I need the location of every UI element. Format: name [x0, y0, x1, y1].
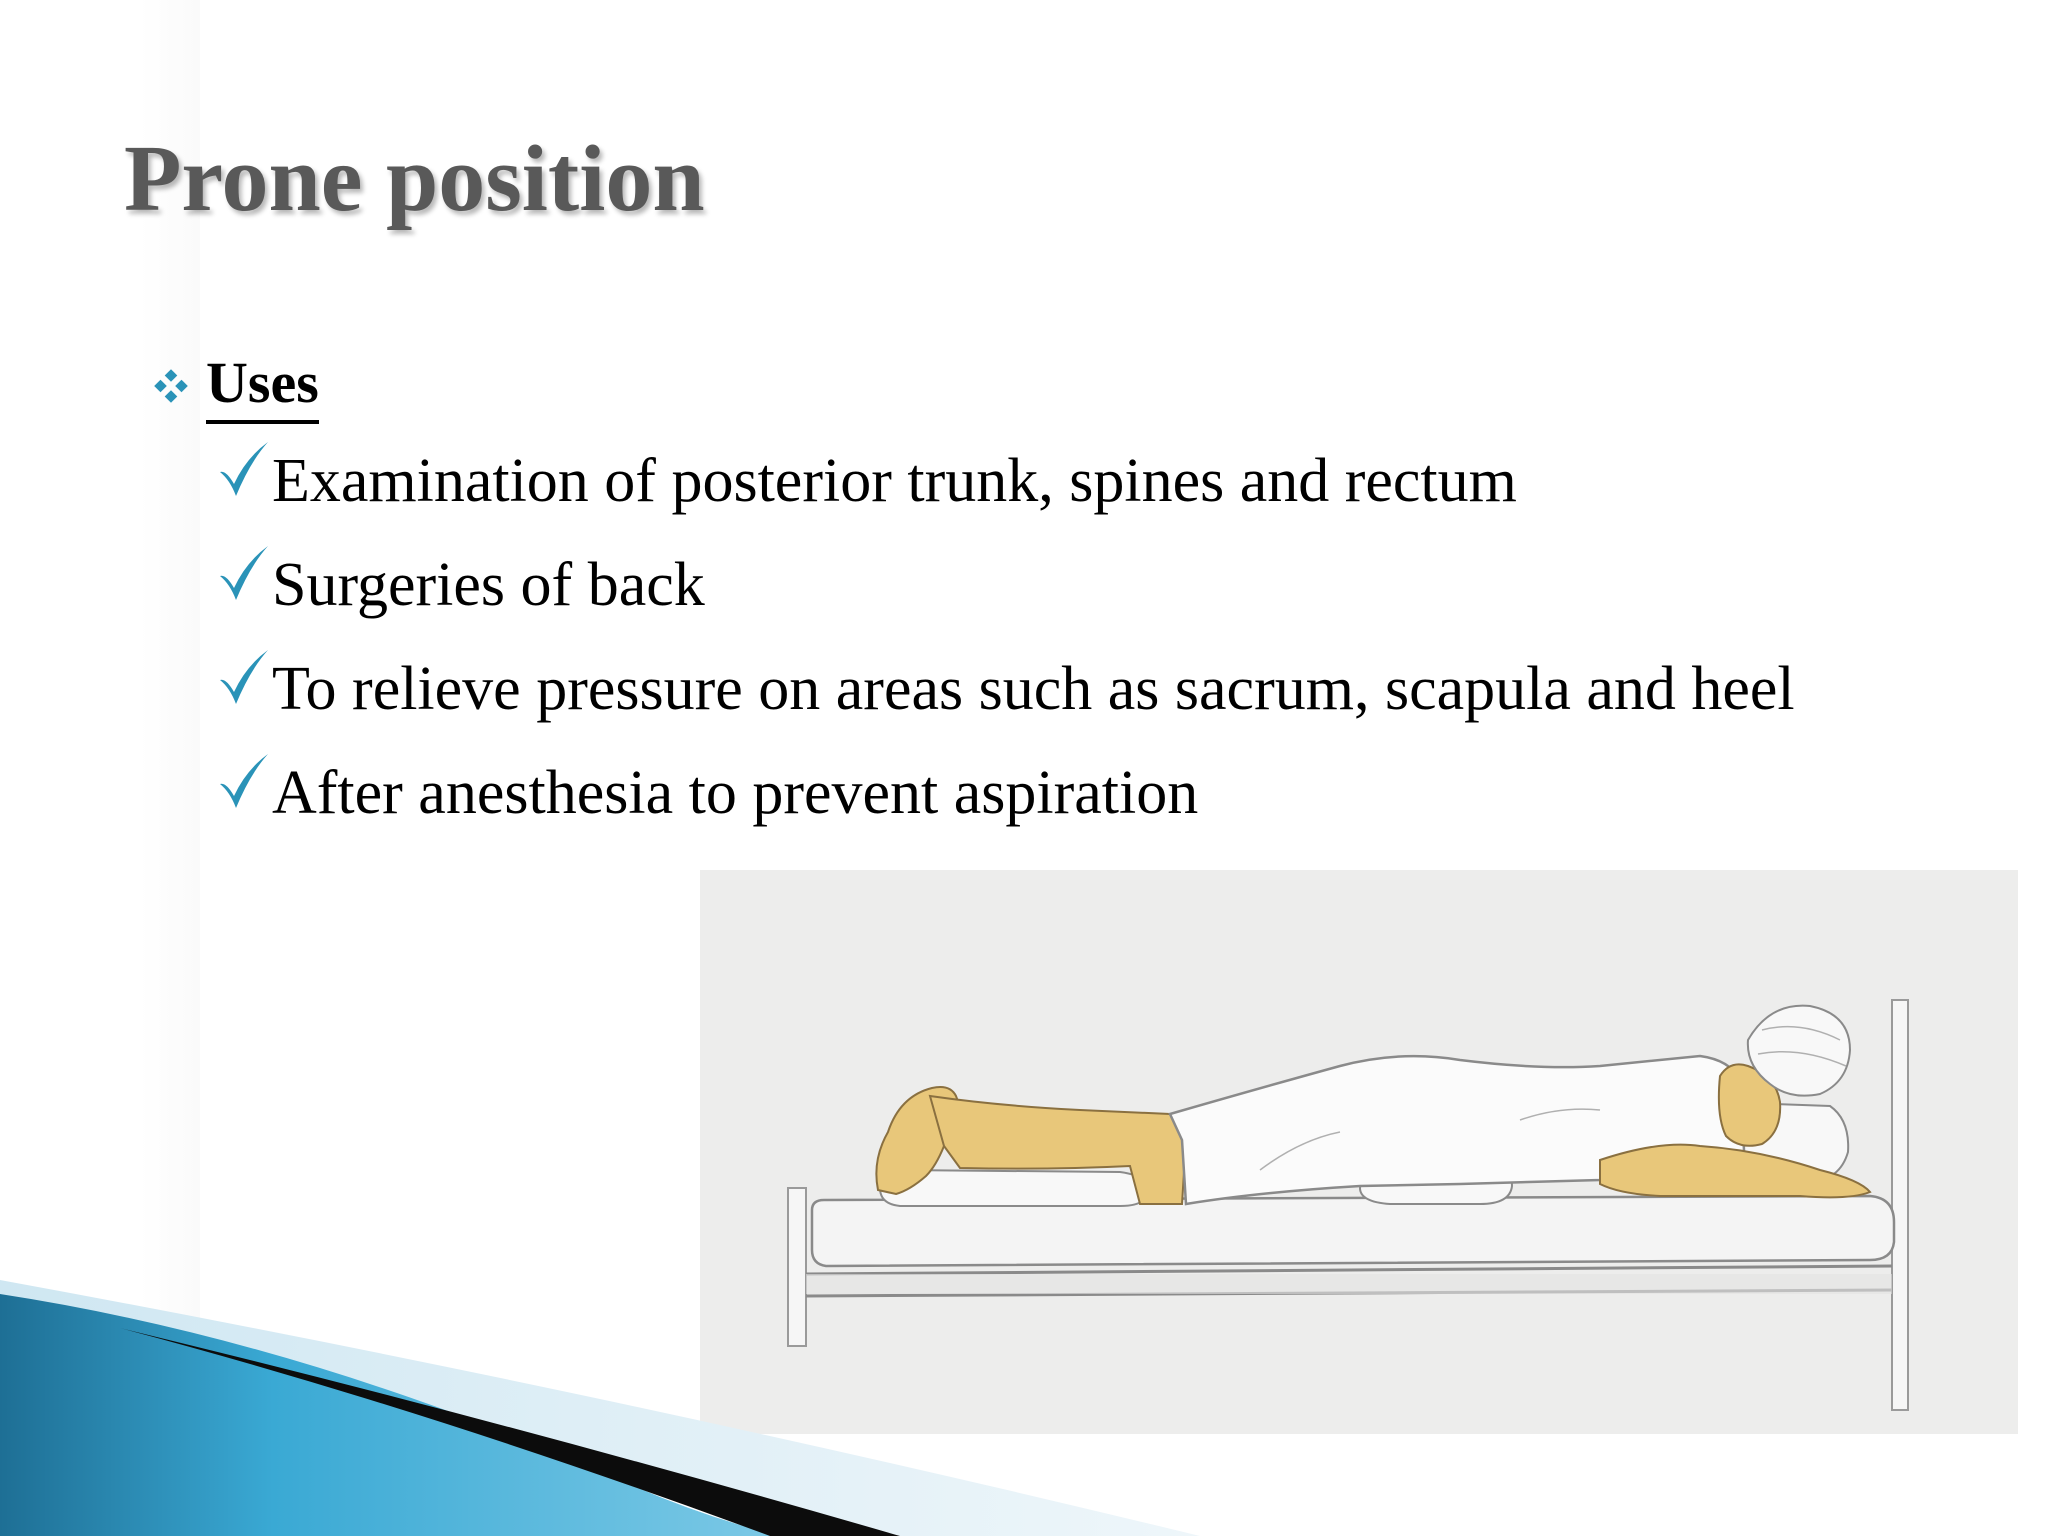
section-heading	[150, 348, 319, 424]
checkmark-icon	[216, 648, 272, 706]
section-label-uses: Uses	[206, 348, 319, 424]
list-item	[216, 646, 1795, 750]
checkmark-icon	[216, 752, 272, 810]
checkmark-icon	[216, 544, 272, 602]
list-item	[216, 750, 1795, 854]
decorative-swoosh	[0, 1280, 2048, 1536]
list-item	[216, 438, 1795, 542]
uses-list	[216, 438, 1795, 854]
list-item	[216, 542, 1795, 646]
list-item-text: Surgeries of back	[272, 551, 705, 619]
checkmark-icon	[216, 440, 272, 498]
slide-title: Prone position	[124, 127, 705, 231]
list-item-text: After anesthesia to prevent aspiration	[272, 759, 1199, 827]
list-item-text: To relieve pressure on areas such as sacrum, scapula and heel	[272, 655, 1795, 723]
list-item-text: Examination of posterior trunk, spines and rectum	[272, 447, 1517, 515]
diamond-cluster-icon	[150, 365, 192, 407]
